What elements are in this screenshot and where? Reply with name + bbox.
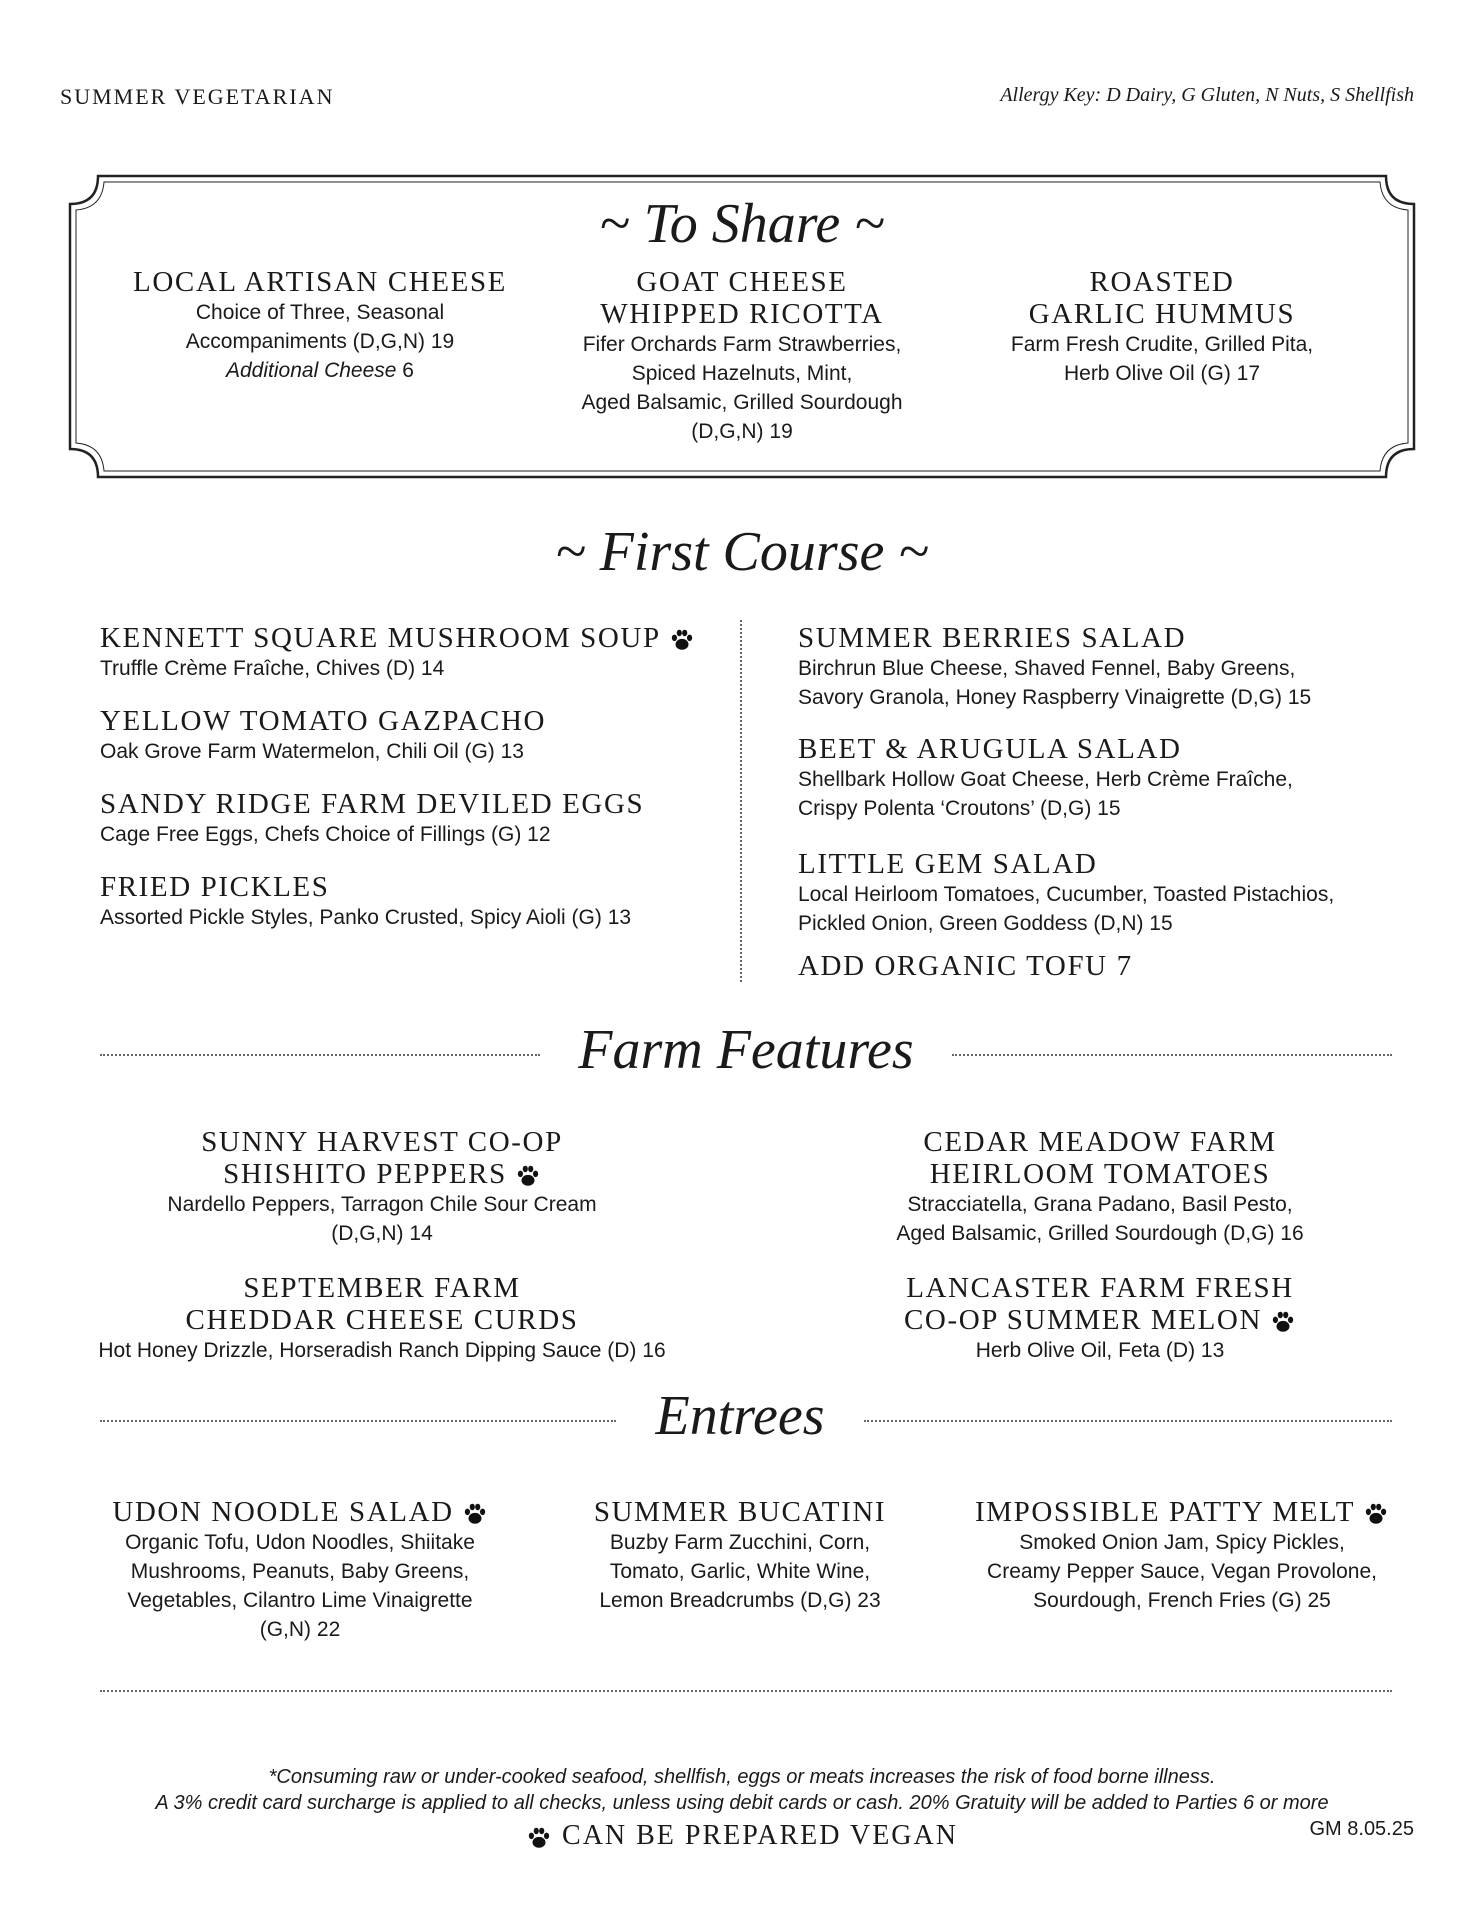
item-name: IMPOSSIBLE PATTY MELT [974,1496,1356,1528]
first-course-item [798,848,1334,938]
item-desc: Lemon Breadcrumbs (D,G) 23 [599,1589,881,1612]
item-desc: (D,G,N) 14 [331,1222,433,1245]
section-title-farm-features: Farm Features [578,1019,914,1081]
surcharge-disclaimer: A 3% credit card surcharge is applied to all checks, unless using debit cards or cash. 20% Gratuity will be added to Parties 6 or more [155,1792,1329,1814]
item-name: SUMMER BERRIES SALAD [798,622,1187,654]
farm-feature-item [780,1126,1420,1248]
item-name: LANCASTER FARM FRESH [906,1272,1294,1304]
item-desc: Pickled Onion, Green Goddess (D,N) 15 [798,912,1173,935]
item-name: KENNETT SQUARE MUSHROOM SOUP [100,622,661,654]
item-desc: Assorted Pickle Styles, Panko Crusted, Spicy Aioli (G) 13 [100,906,632,929]
item-desc: Vegetables, Cilantro Lime Vinaigrette [127,1589,473,1612]
share-item [110,266,530,385]
food-safety-disclaimer: *Consuming raw or under-cooked seafood, shellfish, eggs or meats increases the risk of food borne illness. [268,1766,1216,1788]
menu-title: SUMMER VEGETARIAN [60,84,335,109]
menu-code: GM 8.05.25 [1309,1818,1414,1840]
to-share-section [68,174,1416,479]
item-desc: Organic Tofu, Udon Noodles, Shiitake [125,1531,475,1554]
item-name: YELLOW TOMATO GAZPACHO [100,705,547,737]
item-desc: Hot Honey Drizzle, Horseradish Ranch Dipping Sauce (D) 16 [98,1339,666,1362]
item-desc: Local Heirloom Tomatoes, Cucumber, Toasted Pistachios, [798,883,1335,906]
section-title-to-share: ~ To Share ~ [599,193,885,255]
divider [100,1420,616,1422]
allergy-key: Allergy Key: D Dairy, G Gluten, N Nuts, S Shellfish [1000,84,1414,106]
paw-icon [1270,1309,1296,1335]
item-desc: Truffle Crème Fraîche, Chives (D) 14 [100,657,445,680]
item-desc: Creamy Pepper Sauce, Vegan Provolone, [987,1560,1377,1583]
paw-icon [669,627,695,653]
item-desc: Herb Olive Oil, Feta (D) 13 [975,1339,1225,1362]
extra-label: Additional Cheese [226,359,397,382]
item-desc: Tomato, Garlic, White Wine, [609,1560,871,1583]
item-desc: Crispy Polenta ‘Croutons’ (D,G) 15 [798,797,1121,820]
item-name: CO-OP SUMMER MELON [903,1304,1263,1336]
item-name: HEIRLOOM TOMATOES [929,1158,1271,1190]
item-desc: Nardello Peppers, Tarragon Chile Sour Cream [167,1193,597,1216]
item-desc: Smoked Onion Jam, Spicy Pickles, [1019,1531,1345,1554]
first-course-item [798,622,1311,712]
entree-item [80,1496,520,1644]
entree-item [962,1496,1402,1615]
column-divider [740,620,742,982]
paw-icon [526,1825,552,1851]
item-desc: Herb Olive Oil (G) 17 [1063,362,1261,385]
extra-option [110,356,530,385]
item-name: LOCAL ARTISAN CHEESE [133,266,507,298]
item-name: GARLIC HUMMUS [1028,298,1296,330]
item-name: SANDY RIDGE FARM DEVILED EGGS [100,788,645,820]
divider [864,1420,1392,1422]
item-desc: Aged Balsamic, Grilled Sourdough (D,G) 16 [896,1222,1304,1245]
divider [952,1054,1392,1056]
item-desc: Aged Balsamic, Grilled Sourdough [581,391,903,414]
vegan-note: CAN BE PREPARED VEGAN [562,1820,958,1851]
item-name: ROASTED [1089,266,1235,298]
item-desc: Cage Free Eggs, Chefs Choice of Fillings (G) 12 [100,823,551,846]
item-desc: (D,G,N) 19 [691,420,793,443]
divider [100,1690,1392,1692]
item-name: SUMMER BUCATINI [593,1496,887,1528]
farm-feature-item [780,1272,1420,1365]
item-name: SUNNY HARVEST CO-OP [201,1126,563,1158]
item-name: SEPTEMBER FARM [243,1272,521,1304]
item-name: CHEDDAR CHEESE CURDS [185,1304,579,1336]
paw-icon [1363,1501,1389,1527]
item-desc: Buzby Farm Zucchini, Corn, [609,1531,871,1554]
item-desc: Oak Grove Farm Watermelon, Chili Oil (G) 13 [100,740,524,763]
first-course-item [798,733,1293,823]
item-name: LITTLE GEM SALAD [798,848,1098,880]
vegan-legend [0,1820,1484,1852]
extra-price: 6 [402,359,414,382]
first-course-item [100,705,546,766]
item-name: WHIPPED RICOTTA [600,298,884,330]
item-desc: Shellbark Hollow Goat Cheese, Herb Crème Fraîche, [798,768,1293,791]
item-desc: Farm Fresh Crudite, Grilled Pita, [1010,333,1314,356]
item-name: UDON NOODLE SALAD [112,1496,454,1528]
share-item [532,266,952,446]
first-course-item [100,622,695,683]
paw-icon [515,1163,541,1189]
item-name: BEET & ARUGULA SALAD [798,733,1182,765]
first-course-item [100,788,644,849]
farm-feature-item [42,1272,722,1365]
item-desc: Birchrun Blue Cheese, Shaved Fennel, Baby Greens, [798,657,1296,680]
item-desc: Sourdough, French Fries (G) 25 [1033,1589,1331,1612]
section-title-first-course: ~ First Course ~ [555,521,929,583]
item-desc: (G,N) 22 [259,1618,341,1641]
item-name: CEDAR MEADOW FARM [923,1126,1277,1158]
item-desc: Accompaniments (D,G,N) 19 [185,330,455,353]
item-name: GOAT CHEESE [636,266,848,298]
farm-feature-item [62,1126,702,1248]
section-title-entrees: Entrees [655,1385,825,1447]
item-desc: Choice of Three, Seasonal [195,301,445,324]
divider [100,1054,540,1056]
item-desc: Spiced Hazelnuts, Mint, [631,362,853,385]
item-desc: Stracciatella, Grana Padano, Basil Pesto, [907,1193,1293,1216]
item-name: SHISHITO PEPPERS [223,1158,507,1190]
add-tofu-option: ADD ORGANIC TOFU 7 [798,950,1133,982]
entree-item [520,1496,960,1615]
item-desc: Fifer Orchards Farm Strawberries, [582,333,902,356]
share-item [952,266,1372,388]
paw-icon [462,1501,488,1527]
first-course-item [100,871,631,932]
item-desc: Mushrooms, Peanuts, Baby Greens, [130,1560,470,1583]
item-desc: Savory Granola, Honey Raspberry Vinaigrette (D,G) 15 [798,686,1312,709]
item-name: FRIED PICKLES [100,871,330,903]
